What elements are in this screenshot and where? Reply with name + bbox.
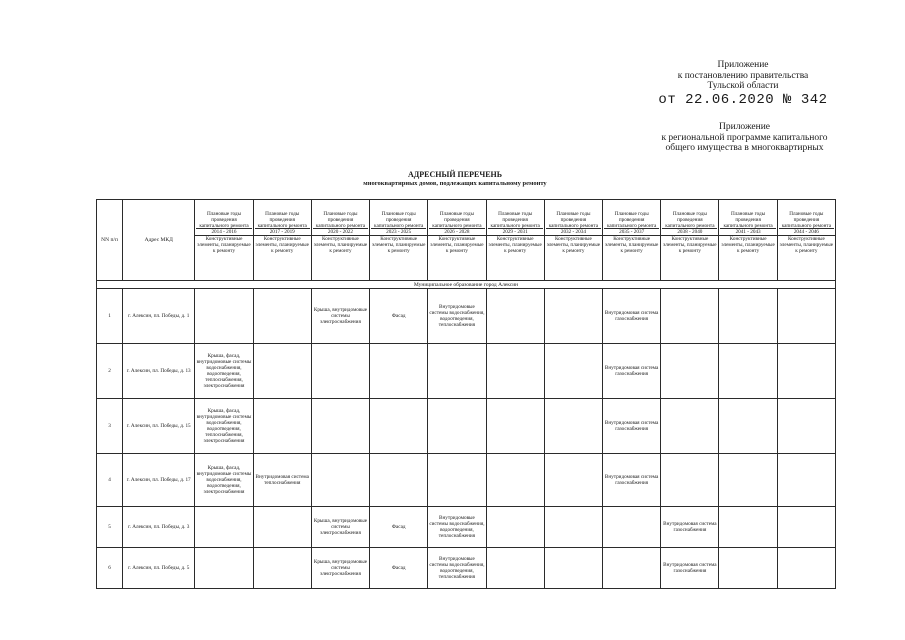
- period-years: 2020 - 2022: [313, 228, 368, 235]
- repair-elements-cell: [544, 548, 602, 589]
- repair-elements-cell: [370, 399, 428, 454]
- col-header-elements: Конструктивные элементы, планируемые к ремонту: [370, 236, 428, 281]
- col-header-elements: Конструктивные элементы, планируемые к ремонту: [661, 236, 719, 281]
- period-cell: [604, 201, 659, 235]
- repair-elements-cell: [719, 399, 777, 454]
- repair-elements-cell: [777, 399, 835, 454]
- row-number: 1: [97, 289, 123, 344]
- repair-elements-cell: [719, 344, 777, 399]
- period-cell: [546, 201, 601, 235]
- period-years: 2041 - 2043: [720, 228, 775, 235]
- region-line: Тульской области: [707, 81, 779, 91]
- repair-elements-cell: [195, 289, 253, 344]
- col-header-elements: Конструктивные элементы, планируемые к ремонту: [719, 236, 777, 281]
- period-years: 2014 - 2016: [196, 228, 251, 235]
- repair-elements-cell: [661, 344, 719, 399]
- repair-elements-cell: [603, 548, 661, 589]
- repair-elements-cell: [544, 454, 602, 507]
- col-header-period: [661, 200, 719, 236]
- repair-elements-cell: Внутридомовая система теплоснабжения: [253, 454, 311, 507]
- col-header-number: NN п/п: [97, 200, 123, 281]
- repair-elements-cell: [195, 507, 253, 548]
- planned-years-label: Плановые годы проведения капитального ремонта: [257, 211, 307, 229]
- row-address: г. Алексин, пл. Победы, д. 1: [123, 289, 195, 344]
- repair-elements-cell: [253, 507, 311, 548]
- period-years: 2029 - 2031: [488, 228, 543, 235]
- period-cell: [196, 201, 251, 235]
- col-header-elements: Конструктивные элементы, планируемые к ремонту: [428, 236, 486, 281]
- repair-elements-cell: [603, 507, 661, 548]
- repair-elements-cell: [195, 548, 253, 589]
- repair-elements-cell: [719, 454, 777, 507]
- repair-elements-cell: Фасад: [370, 548, 428, 589]
- col-header-period: [719, 200, 777, 236]
- planned-years-label: Плановые годы проведения капитального ремонта: [374, 211, 424, 229]
- repair-elements-cell: [777, 507, 835, 548]
- period-cell: [371, 201, 426, 235]
- repair-elements-cell: Внутридомовые системы водоснабжения, водоотведения, теплоснабжения: [428, 289, 486, 344]
- repair-elements-cell: [486, 548, 544, 589]
- repair-elements-cell: Внутридомовая система газоснабжения: [603, 289, 661, 344]
- repair-elements-cell: Крыша, внутридомовые системы электроснабжения: [311, 289, 369, 344]
- repair-elements-cell: [428, 454, 486, 507]
- period-cell: [779, 201, 834, 235]
- period-cell: [488, 201, 543, 235]
- col-header-elements: Конструктивные элементы, планируемые к ремонту: [195, 236, 253, 281]
- repair-elements-cell: [777, 548, 835, 589]
- repair-elements-cell: Крыша, внутридомовые системы электроснабжения: [311, 548, 369, 589]
- repair-elements-cell: [777, 289, 835, 344]
- col-header-address: Адрес МКД: [123, 200, 195, 281]
- table-row: [97, 454, 836, 507]
- repair-elements-cell: [486, 289, 544, 344]
- register-title: АДРЕСНЫЙ ПЕРЕЧЕНЬ: [407, 170, 503, 179]
- period-years: 2032 - 2034: [546, 228, 601, 235]
- repair-elements-cell: Фасад: [370, 507, 428, 548]
- repair-elements-cell: [544, 289, 602, 344]
- repair-elements-cell: [719, 289, 777, 344]
- header-row-periods: [97, 200, 836, 236]
- row-number: 4: [97, 454, 123, 507]
- repair-elements-cell: Внутридомовые системы водоснабжения, водоотведения, теплоснабжения: [428, 507, 486, 548]
- repair-elements-cell: [486, 454, 544, 507]
- repair-elements-cell: Внутридомовые системы водоснабжения, водоотведения, теплоснабжения: [428, 548, 486, 589]
- col-header-period: [486, 200, 544, 236]
- col-header-elements: Конструктивные элементы, планируемые к ремонту: [486, 236, 544, 281]
- table-row: [97, 548, 836, 589]
- repair-elements-cell: [311, 399, 369, 454]
- row-address: г. Алексин, пл. Победы, д. 3: [123, 507, 195, 548]
- period-years: 2044 - 2046: [779, 228, 834, 235]
- repair-elements-cell: [311, 344, 369, 399]
- table-row: [97, 344, 836, 399]
- repair-elements-cell: [428, 344, 486, 399]
- planned-years-label: Плановые годы проведения капитального ремонта: [490, 211, 540, 229]
- decree-number: от 22.06.2020 № 342: [658, 91, 828, 108]
- col-header-period: [603, 200, 661, 236]
- program-line: к региональной программе капитального: [661, 132, 828, 143]
- col-header-period: [195, 200, 253, 236]
- repair-elements-cell: Крыша, фасад, внутридомовые системы водоснабжения, водоотведения, электроснабжения: [195, 454, 253, 507]
- repair-elements-cell: [777, 344, 835, 399]
- register-subtitle: многоквартирных домов, подлежащих капитальному ремонту: [363, 180, 547, 187]
- repair-elements-cell: [544, 344, 602, 399]
- decree-line: к постановлению правительства: [677, 70, 809, 81]
- row-number: 3: [97, 399, 123, 454]
- row-address: г. Алексин, пл. Победы, д. 5: [123, 548, 195, 589]
- repair-elements-cell: [370, 344, 428, 399]
- row-number: 2: [97, 344, 123, 399]
- col-header-period: [311, 200, 369, 236]
- row-number: 5: [97, 507, 123, 548]
- header-row-elements: [97, 236, 836, 281]
- repair-elements-cell: Внутридомовая система газоснабжения: [661, 548, 719, 589]
- repair-elements-cell: [486, 399, 544, 454]
- period-years: 2038 - 2040: [662, 228, 717, 235]
- period-cell: [255, 201, 310, 235]
- table-row: [97, 399, 836, 454]
- appendix-header-decree: [628, 60, 858, 108]
- planned-years-label: Плановые годы проведения капитального ремонта: [548, 211, 599, 229]
- repair-elements-cell: [661, 399, 719, 454]
- col-header-elements: Конструктивные элементы, планируемые к ремонту: [311, 236, 369, 281]
- repair-elements-cell: [777, 454, 835, 507]
- repair-elements-cell: [428, 399, 486, 454]
- appendix-header-program: [622, 122, 867, 154]
- repair-elements-cell: [253, 399, 311, 454]
- col-header-elements: Конструктивные элементы, планируемые к ремонту: [777, 236, 835, 281]
- col-header-period: [253, 200, 311, 236]
- row-number: 6: [97, 548, 123, 589]
- col-header-period: [428, 200, 486, 236]
- repair-elements-cell: [311, 454, 369, 507]
- repair-elements-cell: [370, 454, 428, 507]
- repair-elements-cell: [544, 399, 602, 454]
- repair-elements-cell: [661, 289, 719, 344]
- period-cell: [429, 201, 484, 235]
- col-header-period: [777, 200, 835, 236]
- repair-elements-cell: Крыша, внутридомовые системы электроснабжения: [311, 507, 369, 548]
- repair-elements-cell: [544, 507, 602, 548]
- planned-years-label: Плановые годы проведения капитального ремонта: [781, 211, 832, 229]
- planned-years-label: Плановые годы проведения капитального ремонта: [432, 211, 482, 229]
- planned-years-label: Плановые годы проведения капитального ремонта: [665, 211, 715, 229]
- planned-years-label: Плановые годы проведения капитального ремонта: [315, 211, 366, 229]
- period-cell: [662, 201, 717, 235]
- repair-elements-cell: [486, 507, 544, 548]
- planned-years-label: Плановые годы проведения капитального ремонта: [723, 211, 773, 229]
- repair-elements-cell: [719, 507, 777, 548]
- repair-elements-cell: [253, 289, 311, 344]
- row-address: г. Алексин, пл. Победы, д. 17: [123, 454, 195, 507]
- address-register-table: [96, 199, 836, 589]
- planned-years-label: Плановые годы проведения капитального ремонта: [199, 211, 249, 229]
- period-years: 2017 - 2019: [255, 228, 310, 235]
- repair-elements-cell: [661, 454, 719, 507]
- repair-elements-cell: [719, 548, 777, 589]
- municipality-name: Муниципальное образование город Алексин: [97, 281, 836, 289]
- repair-elements-cell: Внутридомовая система газоснабжения: [603, 454, 661, 507]
- repair-elements-cell: Крыша, фасад, внутридомовые системы водоснабжения, водоотведения, теплоснабжения, электроснабжения: [195, 399, 253, 454]
- col-header-period: [370, 200, 428, 236]
- col-header-elements: Конструктивные элементы, планируемые к ремонту: [603, 236, 661, 281]
- col-header-elements: Конструктивные элементы, планируемые к ремонту: [544, 236, 602, 281]
- period-years: 2026 - 2028: [429, 228, 484, 235]
- period-years: 2035 - 2037: [604, 228, 659, 235]
- col-header-elements: Конструктивные элементы, планируемые к ремонту: [253, 236, 311, 281]
- row-address: г. Алексин, пл. Победы, д. 15: [123, 399, 195, 454]
- repair-elements-cell: Внутридомовая система газоснабжения: [661, 507, 719, 548]
- period-cell: [313, 201, 368, 235]
- table-row: [97, 289, 836, 344]
- col-header-period: [544, 200, 602, 236]
- repair-elements-cell: Внутридомовая система газоснабжения: [603, 399, 661, 454]
- period-years: 2023 - 2025: [371, 228, 426, 235]
- property-line: общего имущества в многоквартирных: [665, 143, 824, 153]
- repair-elements-cell: [253, 344, 311, 399]
- repair-elements-cell: [253, 548, 311, 589]
- period-cell: [720, 201, 775, 235]
- repair-elements-cell: Фасад: [370, 289, 428, 344]
- table-row: [97, 507, 836, 548]
- document-title: [240, 170, 670, 188]
- appendix-label: Приложение: [717, 60, 769, 70]
- repair-elements-cell: Крыша, фасад, внутридомовые системы водоснабжения, водоотведения, теплоснабжения, электроснабжения: [195, 344, 253, 399]
- repair-elements-cell: [486, 344, 544, 399]
- row-address: г. Алексин, пл. Победы, д. 13: [123, 344, 195, 399]
- repair-elements-cell: Внутридомовая система газоснабжения: [603, 344, 661, 399]
- municipality-row: [97, 281, 836, 289]
- appendix-label-2: Приложение: [719, 122, 770, 132]
- planned-years-label: Плановые годы проведения капитального ремонта: [606, 211, 657, 229]
